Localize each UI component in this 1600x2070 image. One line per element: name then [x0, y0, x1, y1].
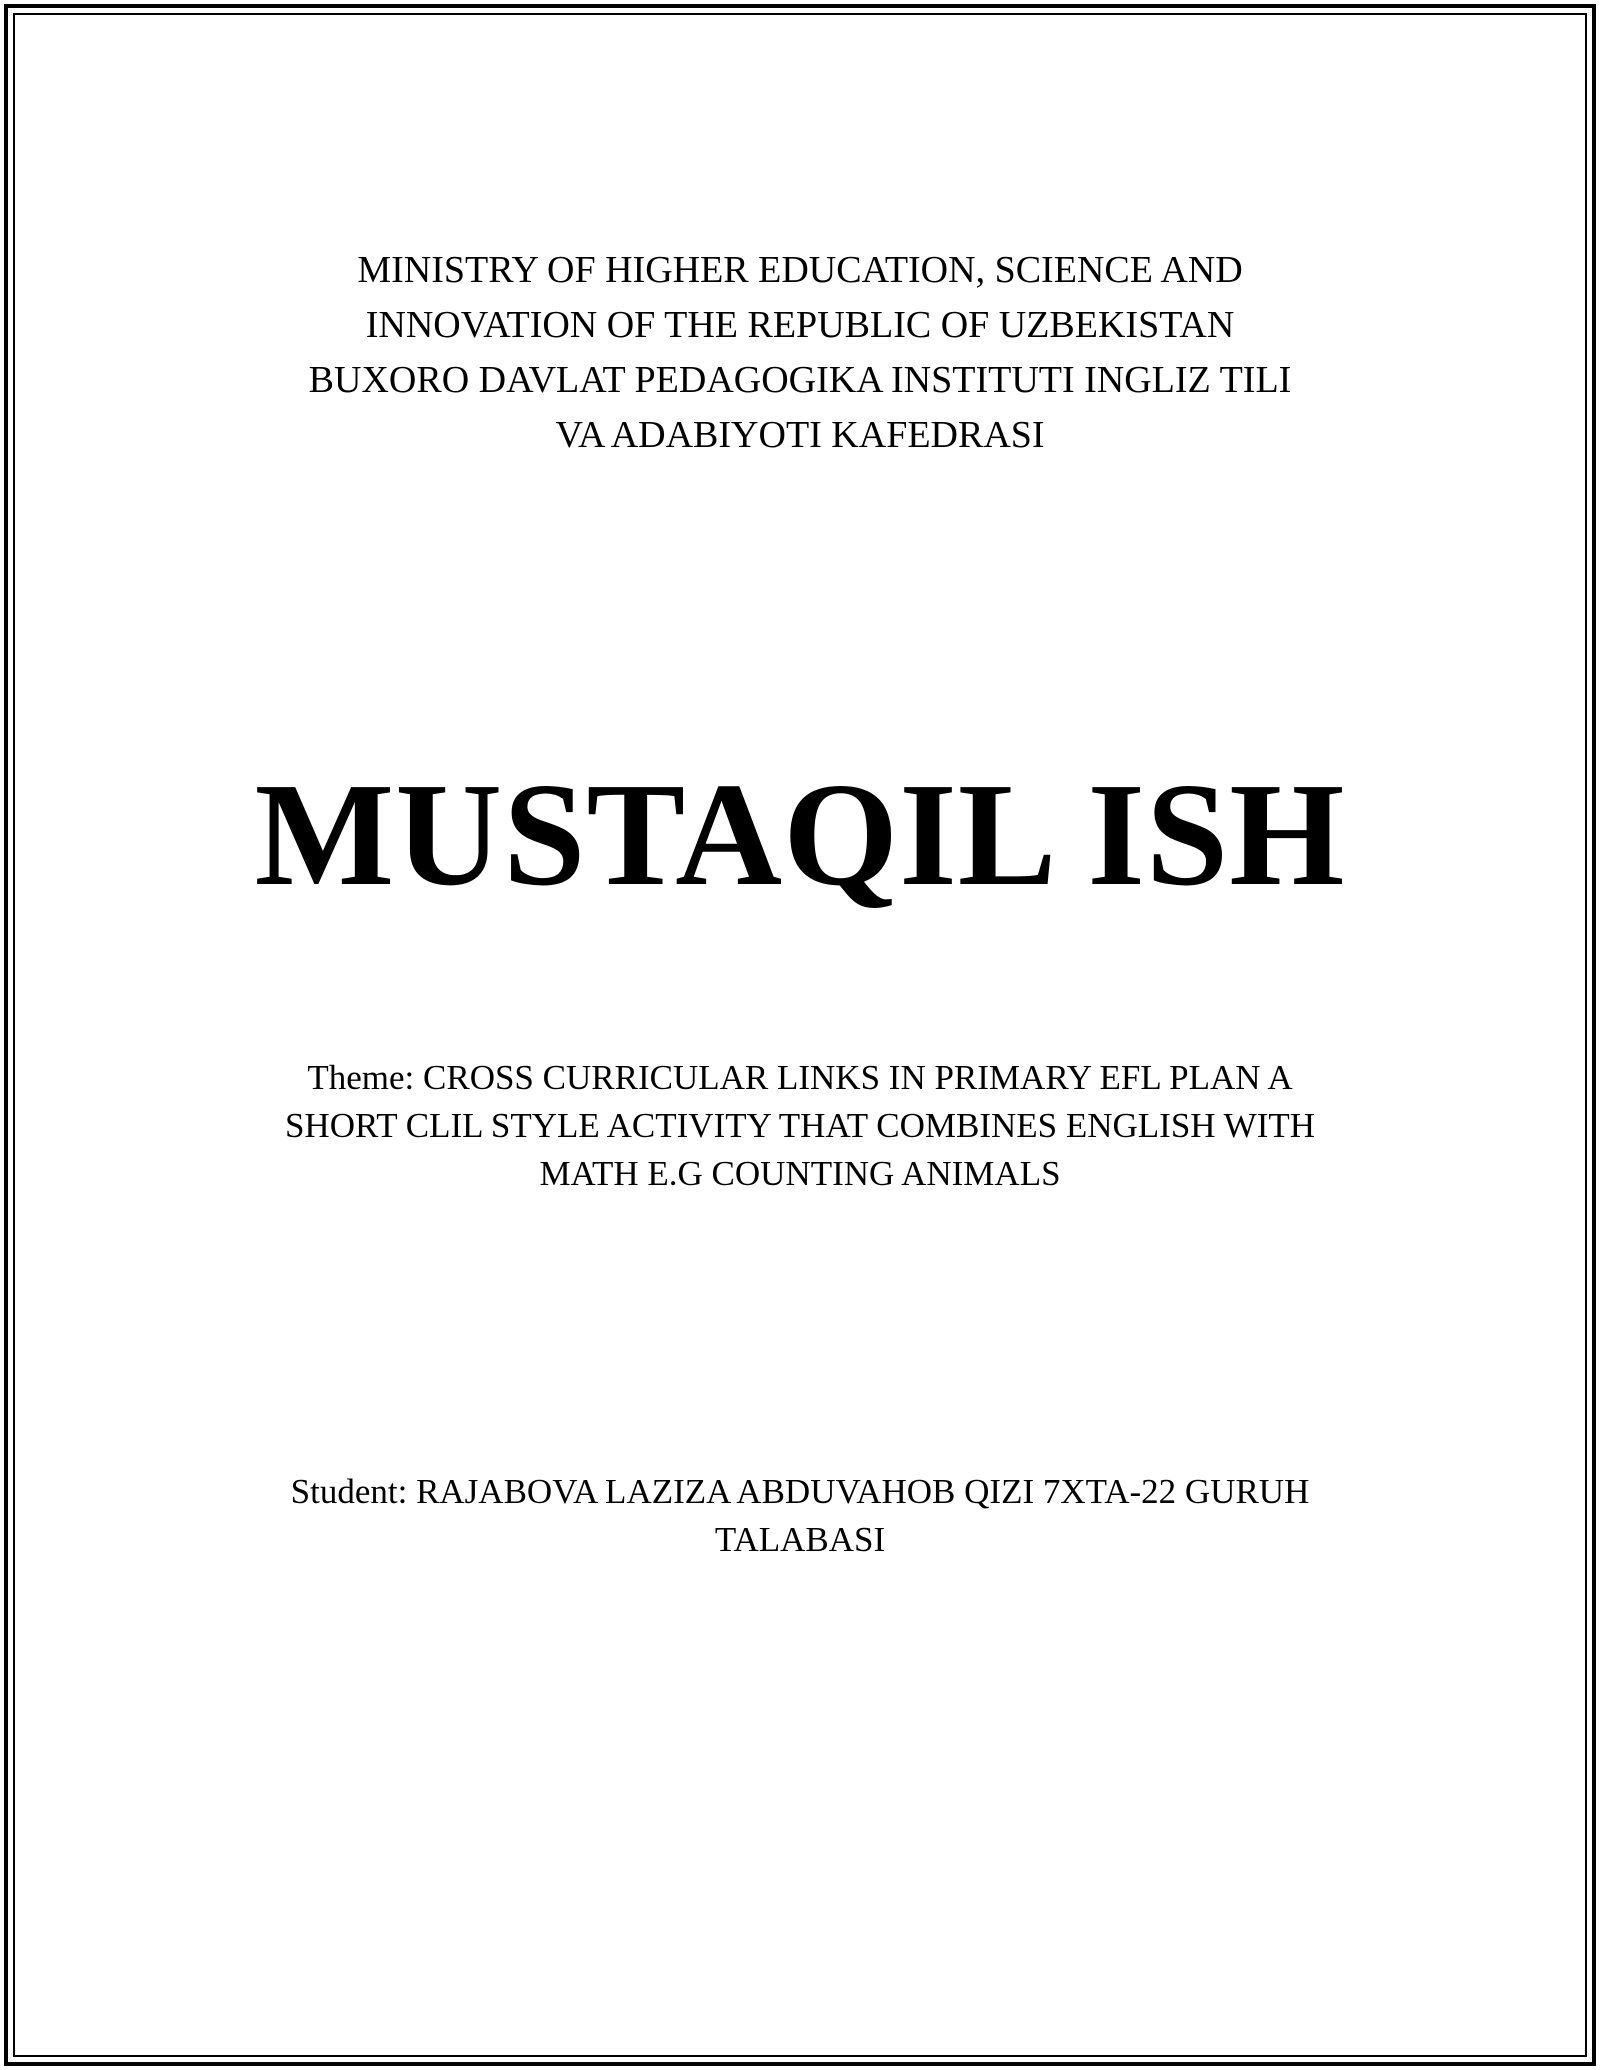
- theme-section: [200, 1054, 1400, 1198]
- student-line: Student: RAJABOVA LAZIZA ABDUVAHOB QIZI 7XTA-22 GURUH: [290, 1472, 1310, 1511]
- header-line: BUXORO DAVLAT PEDAGOGIKA INSTITUTI INGLIZ TILI: [308, 359, 1292, 401]
- student-line: TALABASI: [714, 1520, 886, 1559]
- header-line: INNOVATION OF THE REPUBLIC OF UZBEKISTAN: [365, 304, 1235, 346]
- student-section: [200, 1468, 1400, 1564]
- theme-line: Theme: CROSS CURRICULAR LINKS IN PRIMARY EFL PLAN A: [307, 1058, 1293, 1097]
- theme-line: SHORT CLIL STYLE ACTIVITY THAT COMBINES ENGLISH WITH: [284, 1106, 1316, 1145]
- institution-header: [200, 243, 1400, 463]
- document-title: MUSTAQIL ISH: [254, 753, 1346, 917]
- header-line: VA ADABIYOTI KAFEDRASI: [555, 414, 1045, 456]
- theme-line: MATH E.G COUNTING ANIMALS: [539, 1154, 1061, 1193]
- header-line: MINISTRY OF HIGHER EDUCATION, SCIENCE AND: [357, 249, 1243, 291]
